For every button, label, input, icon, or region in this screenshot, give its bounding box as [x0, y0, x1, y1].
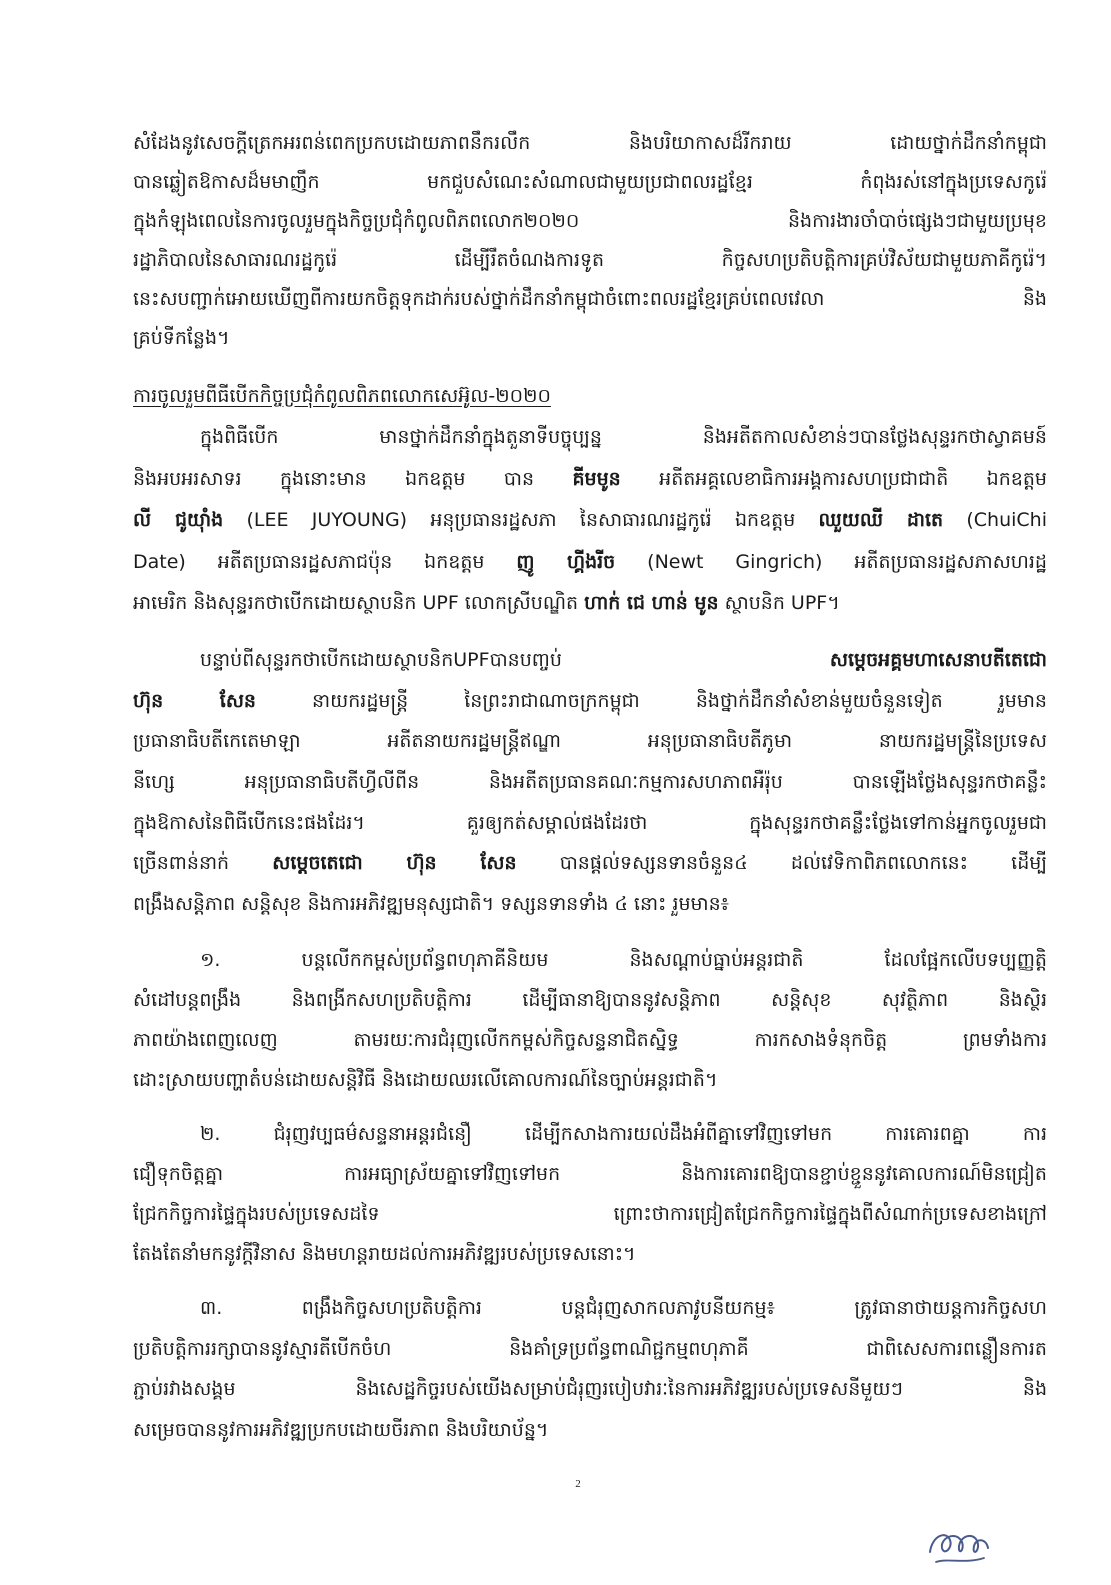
- text-run: បន្ទាប់ពីសុន្ទរកថាបើកដោយស្ថាបនិកUPFបានបញ្ចប់: [200, 649, 830, 671]
- text-run: ៣. ពង្រឹងកិច្ចសហប្រតិបត្តិការ បន្តជំរុញសាកលភាវូបនីយកម្ម៖ ត្រូវធានាថាយន្តការកិច្ចសហ: [200, 1297, 1047, 1319]
- text-run: ជ្រែកកិច្ចការផ្ទៃក្នុងរបស់ប្រទេសដទៃ ព្រោះថាការជ្រៀតជ្រែកកិច្ចការផ្ទៃក្នុងពីសំណាក់ប្រទេសខាងក្រៅ: [133, 1203, 1047, 1225]
- text-line: [133, 1020, 1047, 1060]
- text-run: Date) អតីតប្រធានរដ្ឋសភាជប៉ុន ឯកឧត្តម: [133, 550, 517, 573]
- text-run: ១. បន្តលើកកម្ពស់ប្រព័ន្ធពហុភាគីនិយម និងសណ្តាប់ធ្នាប់អន្តរជាតិ ដែលផ្អែកលើបទប្បញ្ញត្តិ: [200, 949, 1047, 971]
- bold-name-run: ហ៊ុន សែន: [133, 689, 256, 712]
- text-run: សម្រេចបាននូវការអភិវឌ្ឍប្រកបដោយចីរភាព និងបរិយាប័ន្ន។: [133, 1419, 549, 1442]
- text-line: [133, 1288, 1047, 1329]
- bold-name-run: ហាក់ ជេ ហាន់ មូន: [584, 592, 719, 614]
- numbered-item-2: [133, 1114, 1047, 1274]
- text-line: [133, 319, 1047, 358]
- text-run: ច្រើនពាន់នាក់: [133, 852, 273, 875]
- text-run: ក្នុងកំឡុងពេលនៃការចូលរួមក្នុងកិច្ចប្រជុំកំពូលពិភពលោក២០២០ និងការងារចាំបាច់ផ្សេងៗជាមួយប្រមុខ: [133, 210, 1047, 232]
- bold-name-run: ឈួយឈី ដាតេ: [818, 509, 944, 531]
- text-line: [133, 803, 1047, 844]
- text-line: [133, 1234, 1047, 1274]
- text-line: [133, 640, 1047, 681]
- text-line: [133, 280, 1047, 319]
- paragraph-opening-ceremony: [133, 417, 1047, 625]
- text-run: នាយករដ្ឋមន្ត្រី នៃព្រះរាជាណាចក្រកម្ពុជា និងថ្នាក់ដឹកនាំសំខាន់មួយចំនួនទៀត រួមមាន: [255, 689, 1047, 712]
- bold-name-run: សម្តេចតេជោ ហ៊ុន សែន: [272, 852, 517, 875]
- text-run: សំដៅបន្តពង្រឹង និងពង្រីកសហប្រតិបត្តិការ ដើម្បីធានាឱ្យបាននូវសន្តិភាព សន្តិសុខ សុវត្ថិភាព និងស្ថិរ: [133, 989, 1047, 1011]
- text-run: (LEE JUYOUNG) អនុប្រធានរដ្ឋសភា នៃសាធារណរដ្ឋកូរ៉េ ឯកឧត្តម: [223, 509, 819, 531]
- paragraph-greeting-continued: [133, 124, 1047, 358]
- signature-stroke: [930, 1535, 988, 1552]
- text-line: [133, 459, 1047, 501]
- numbered-item-3: [133, 1288, 1047, 1451]
- text-line: [133, 980, 1047, 1020]
- text-line: [133, 417, 1047, 459]
- text-run: បានផ្តល់ទស្សនទានចំនួន៤ ដល់វេទិកាពិភពលោកនេះ ដើម្បី: [516, 852, 1047, 875]
- text-run: សំដែងនូវសេចក្តីត្រេកអរពន់ពេកប្រកបដោយភាពនឹករលឹក និងបរិយាកាសដ៏រីករាយ ដោយថ្នាក់ដឹកនាំកម្ពុជា: [133, 132, 1047, 154]
- text-line: [133, 500, 1047, 542]
- text-run: ក្នុងពិធីបើក មានថ្នាក់ដឹកនាំក្នុងតួនាទីបច្ចុប្បន្ន និងអតីតកាលសំខាន់ៗបានថ្លែងសុន្ទរកថាស្វាគមន៍: [200, 426, 1047, 448]
- page-number: 2: [575, 1478, 581, 1490]
- text-run: រដ្ឋាភិបាលនៃសាធារណរដ្ឋកូរ៉េ ដើម្បីរឹតចំណងការទូត កិច្ចសហប្រតិបត្តិការគ្រប់វិស័យជាមួយភាគីកូរ៉េ។: [133, 249, 1047, 271]
- numbered-item-1: [133, 940, 1047, 1100]
- bold-name-run: លី ជូយ៉ាំង: [133, 509, 224, 531]
- bold-name-run: គីមមូន: [572, 467, 621, 490]
- text-line: [133, 1410, 1047, 1451]
- text-run: (ChuiChi: [943, 509, 1047, 531]
- text-run: គ្រប់ទីកន្លែង។: [133, 327, 230, 349]
- text-line: [133, 1060, 1047, 1100]
- text-run: អតីតអគ្គលេខាធិការអង្គការសហប្រជាជាតិ ឯកឧត្តម: [620, 467, 1047, 490]
- text-run: ប្រធានាធិបតីកេតេមាឡា អតីតនាយករដ្ឋមន្ត្រីឥណ្ឌា អនុប្រធានាធិបតីភូមា នាយករដ្ឋមន្ត្រីនៃប្រទេស: [133, 730, 1047, 753]
- signature-flourish: [936, 1558, 984, 1562]
- text-run: (Newt Gingrich) អតីតប្រធានរដ្ឋសភាសហរដ្ឋ: [615, 550, 1047, 573]
- text-line: [133, 721, 1047, 762]
- text-run: ភ្ជាប់រវាងសង្គម និងសេដ្ឋកិច្ចរបស់យើងសម្រាប់ជំរុញរបៀបវារៈនៃការអភិវឌ្ឍរបស់ប្រទេសនីមួយៗ និង: [133, 1378, 1047, 1401]
- text-run: ជឿទុកចិត្តគ្នា ការអធ្យាស្រ័យគ្នាទៅវិញទៅមក និងការគោរពឱ្យបានខ្ជាប់ខ្ជួននូវគោលការណ៍មិនជ្រៀត: [133, 1163, 1047, 1185]
- text-line: [133, 762, 1047, 803]
- text-line: [133, 163, 1047, 202]
- bold-name-run: ញូ ហ្គីងរីច: [516, 550, 616, 573]
- section-heading-text: ការចូលរួមពីធីបើកកិច្ចប្រជុំកំពូលពិភពលោកសេអ៊ូល-២០២០: [133, 385, 551, 407]
- text-run: ប្រតិបត្តិការរក្សាបាននូវស្មារតីបើកចំហ និងគាំទ្រប្រព័ន្ធពាណិជ្ជកម្មពហុភាគី ជាពិសេសការពន្លឿនការត: [133, 1337, 1047, 1360]
- text-line: [133, 940, 1047, 980]
- text-run: ក្នុងឱកាសនៃពិធីបើកនេះផងដែរ។ គួរឲ្យកត់សម្គាល់ផងដែរថា ក្នុងសុន្ទរកថាគន្លឹះថ្លែងទៅកាន់អ្នកចូលរួមជា: [133, 811, 1047, 834]
- text-line: [133, 1369, 1047, 1410]
- text-line: [133, 681, 1047, 722]
- paragraph-keynote-speech: [133, 640, 1047, 925]
- text-run: អាមេរិក និងសុន្ទរកថាបើកដោយស្ថាបនិក UPF លោកស្រីបណ្ឌិត: [133, 592, 585, 614]
- text-line: [133, 202, 1047, 241]
- text-line: [133, 843, 1047, 884]
- text-line: [133, 241, 1047, 280]
- text-run: និងអបអរសាទរ ក្នុងនោះមាន ឯកឧត្តម បាន: [133, 467, 573, 490]
- text-line: [133, 583, 1047, 625]
- text-run: ស្ថាបនិក UPF។: [718, 592, 840, 614]
- text-run: ភាពយ៉ាងពេញលេញ តាមរយៈការជំរុញលើកកម្ពស់កិច្ចសន្ទនាជិតស្និទ្ធ ការកសាងទំនុកចិត្ត ព្រមទាំងការ: [133, 1029, 1047, 1051]
- text-run: ពង្រឹងសន្តិភាព សន្តិសុខ និងការអភិវឌ្ឍមនុស្សជាតិ។ ទស្សនទានទាំង ៤ នោះ រួមមាន៖: [133, 893, 730, 916]
- text-line: [133, 1194, 1047, 1234]
- text-run: នេះសបញ្ជាក់អោយឃើញពីការយកចិត្តទុកដាក់របស់ថ្នាក់ដឹកនាំកម្ពុជាចំពោះពលរដ្ឋខ្មែរគ្រប់ពេលវេលា និង: [133, 288, 1047, 310]
- text-line: [133, 1329, 1047, 1370]
- text-line: [133, 542, 1047, 584]
- section-heading: [133, 376, 1047, 416]
- text-run: ២. ជំរុញវប្បធម៌សន្ទនាអន្តរជំនឿ ដើម្បីកសាងការយល់ដឹងអំពីគ្នាទៅវិញទៅមក ការគោរពគ្នា ការ: [200, 1123, 1047, 1145]
- text-run: ដោះស្រាយបញ្ហាតំបន់ដោយសន្តិវិធី និងដោយឈរលើគោលការណ៍នៃច្បាប់អន្តរជាតិ។: [133, 1069, 718, 1091]
- signature-initials: [922, 1518, 998, 1572]
- text-line: [133, 884, 1047, 925]
- text-line: [133, 124, 1047, 163]
- text-line: [133, 1154, 1047, 1194]
- text-run: តែងតែនាំមកនូវក្តីវិនាស និងមហន្តរាយដល់ការអភិវឌ្ឍរបស់ប្រទេសនោះ។: [133, 1243, 636, 1265]
- text-run: បានឆ្លៀតឱកាសដ៏មមាញឹក មកជួបសំណេះសំណាលជាមួយប្រជាពលរដ្ឋខ្មែរ កំពុងរស់នៅក្នុងប្រទេសកូរ៉េ: [133, 171, 1047, 193]
- text-line: [133, 1114, 1047, 1154]
- text-run: នីហ្សេ អនុប្រធានាធិបតីហ្វីលីពីន និងអតីតប្រធានគណៈកម្មការសហភាពអឺរ៉ុប បានឡើងថ្លែងសុន្ទរកថាគន្លឹះ: [133, 771, 1047, 794]
- bold-name-run: សម្តេចអគ្គមហាសេនាបតីតេជោ: [829, 649, 1047, 671]
